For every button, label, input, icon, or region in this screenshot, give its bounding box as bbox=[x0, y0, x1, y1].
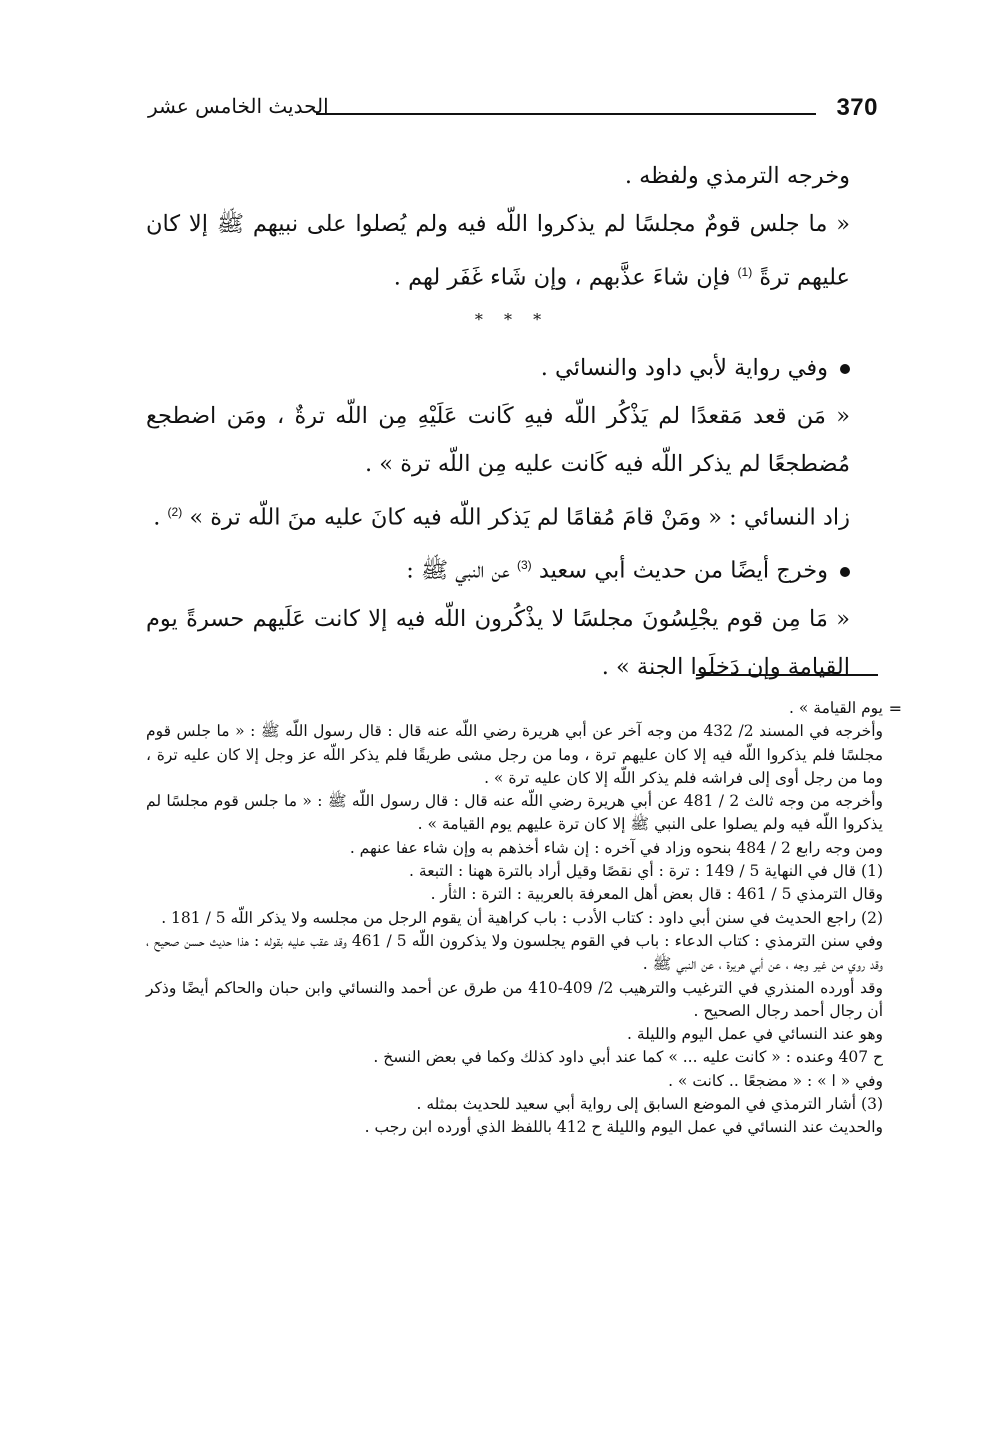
text-line: وفي رواية لأبي داود والنسائي . bbox=[540, 354, 828, 381]
continuation-mark: = bbox=[888, 699, 902, 718]
text-line: وخرجه الترمذي ولفظه . bbox=[624, 163, 850, 189]
text-line: . bbox=[153, 504, 168, 530]
bullet-icon bbox=[840, 364, 850, 374]
paragraph bbox=[146, 488, 878, 542]
header-rule bbox=[316, 113, 816, 115]
hadith-quote bbox=[146, 200, 878, 302]
bullet-paragraph bbox=[146, 344, 878, 392]
footnote-1: (1) قال في النهاية 5 / 149 : ترة : أي نقصًا وقيل أراد بالترة ههنا : التبعة . bbox=[409, 862, 883, 881]
main-text bbox=[146, 152, 878, 691]
footnote-line: ومن وجه رابع 2 / 484 بنحوه وزاد في آخره : إن شاء أخذهم به وإن شاء عفا عنهم . bbox=[349, 838, 883, 857]
footnote-line: وقد أورده المنذري في الترغيب والترهيب 2/ 409-410 من طرق عن أحمد والنسائي وابن حبان والحاكم أيضًا وذكر أن رجال أحمد رجال الصحيح . bbox=[146, 978, 883, 1020]
text-line: فإن شاءَ عذَّبهم ، وإن شَاء غَفَر لهم . bbox=[393, 264, 738, 291]
footnote-line: وأخرجه من وجه ثالث 2 / 481 عن أبي هريرة رضي اللّه عنه قال : قال رسول اللّه ﷺ : « ما جلس قوم مجلسًا لم يذكروا اللّه فيه ولم يصلوا على النبي ﷺ إلا كان ترة عليهم يوم القيامة » . bbox=[146, 792, 883, 834]
footnote-line: ح 407 وعنده : « كانت عليه ... » كما عند أبي داود كذلك وكما في بعض النسخ . bbox=[373, 1048, 883, 1067]
page-number: 370 bbox=[836, 94, 878, 121]
bullet-icon bbox=[840, 567, 850, 577]
footnote-line: وهو عند النسائي في عمل اليوم والليلة . bbox=[627, 1025, 883, 1044]
page-header bbox=[148, 92, 878, 132]
bullet-paragraph bbox=[146, 541, 878, 595]
footnote-ref: (1) bbox=[737, 265, 753, 279]
footnote-ref: (2) bbox=[167, 504, 183, 519]
text-line: وخرج أيضًا من حديث أبي سعيد bbox=[538, 557, 828, 584]
paragraph bbox=[146, 152, 878, 200]
footnote-line: والحديث عند النسائي في عمل اليوم والليلة ح 412 باللفظ الذي أورده ابن رجب . bbox=[364, 1118, 883, 1137]
footnote-line: وقال الترمذي 5 / 461 : قال بعض أهل المعرفة بالعربية : الترة : الثأر . bbox=[430, 885, 883, 904]
section-separator: * * * bbox=[474, 309, 550, 329]
footnote-line: وأخرجه في المسند 2/ 432 من وجه آخر عن أبي هريرة رضي اللّه عنه قال : قال رسول اللّه ﷺ : « ما جلس قوم مجلسًا فلم يذكروا اللّه فيه إلا كان عليهم ترة ، وما من رجل مشى طريقًا فلم يذكر اللّه عز وجل إلا كان عليه ترة ، وما من رجل أوى إلى فراشه فلم يذكر اللّه إلا كان عليه ترة » . bbox=[146, 722, 883, 787]
footnote-2: (2) راجع الحديث في سنن أبي داود : كتاب الأدب : باب كراهية أن يقوم الرجل من مجلسه ولا يذكر اللّه 5 / 181 . bbox=[161, 908, 883, 927]
running-title: الحديث الخامس عشر bbox=[148, 94, 329, 118]
footnote-ref: (3) bbox=[516, 558, 532, 572]
footnote-3: (3) أشار الترمذي في الموضع السابق إلى رواية أبي سعيد للحديث بمثله . bbox=[416, 1095, 883, 1114]
footnote-line: وفي « ا » : « مضجعًا .. كانت » . bbox=[668, 1071, 883, 1090]
footnote-line: يوم القيامة » . bbox=[789, 699, 883, 717]
text-line: زاد النسائي : « ومَنْ قامَ مُقامًا لم يَذكر اللّه فيه كانَ عليه منَ اللّه ترة » bbox=[189, 504, 850, 530]
hadith-quote bbox=[146, 392, 878, 488]
footnote-rule bbox=[696, 674, 878, 676]
text-line: « ما جلس قومٌ مجلسًا لم يذكروا اللّه فيه ولم يُصلوا على نبيهم ﷺ إلا كان عليهم ترةً bbox=[146, 211, 850, 291]
text-line: « مَا مِن قوم يجْلِسُونَ مجلسًا لا يذْكُرون اللّه فيه إلا كانت عَلَيهم حسرةً يوم القيامة وإن دَخلَوا الجنة » . bbox=[146, 605, 850, 680]
footnotes bbox=[146, 697, 883, 1140]
text-line: « مَن قعد مَقعدًا لم يَذْكُر اللّه فيهِ كَانت عَلَيْهِ مِن اللّه ترةٌ ، ومَن اضطجع مُضطجعًا لم يذكر اللّه فيه كَانت عليه مِن اللّه ترة » . bbox=[146, 402, 850, 477]
text-line: عن النبي ﷺ : bbox=[406, 557, 517, 584]
hadith-quote bbox=[146, 595, 878, 691]
footnote-line: وفي سنن الترمذي : كتاب الدعاء : باب في القوم يجلسون ولا يذكرون اللّه 5 / 461 وقد عقب عليه بقوله : هذا حديث حسن صحيح ، وقد روي من غير وجه ، عن أبي هريرة ، عن النبي ﷺ . bbox=[146, 931, 883, 974]
